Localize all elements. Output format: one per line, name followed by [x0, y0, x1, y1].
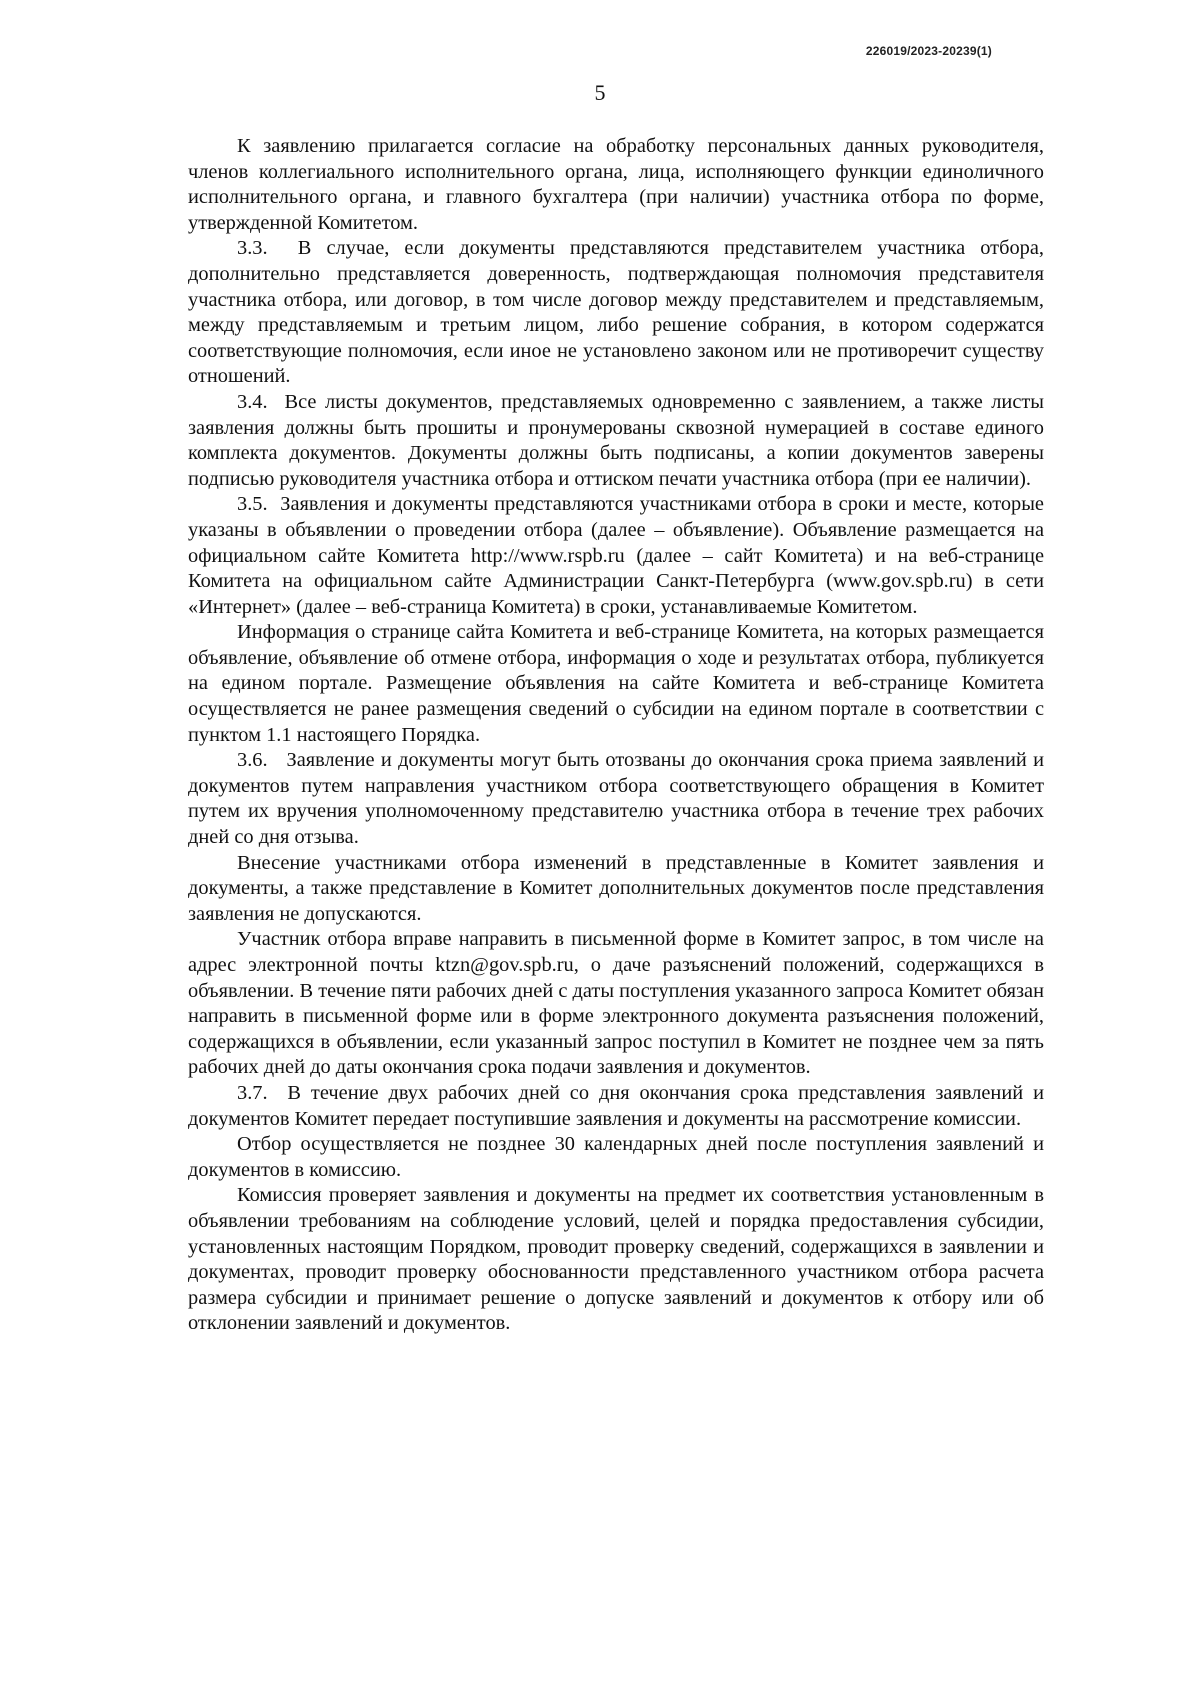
paragraph-commission	[188, 1183, 1044, 1337]
paragraph-text: Заявление и документы могут быть отозваны до окончания срока приема заявлений и документов путем направления участником отбора соответствующего обращения в Комитет путем их вручения уполномоченному представителю участника отбора в течение трех рабочих дней со дня отзыва.	[188, 749, 1044, 849]
paragraph-consent	[188, 134, 1044, 236]
paragraph-info-page	[188, 620, 1044, 748]
document-body	[188, 134, 1044, 1337]
paragraph-deadline	[188, 1132, 1044, 1183]
paragraph-text: Заявления и документы представляются участниками отбора в сроки и месте, которые указаны в объявлении о проведении отбора (далее – объявление). Объявление размещается на официальном сайте Комитета http://www.rspb.ru (далее – сайт Комитета) и на веб-странице Комитета на официальном сайте Администрации Санкт-Петербурга (www.gov.spb.ru) в сети «Интернет» (далее – веб-страница Комитета) в сроки, устанавливаемые Комитетом.	[188, 493, 1044, 618]
paragraph-text: В течение двух рабочих дней со дня окончания срока представления заявлений и документов Комитет передает поступившие заявления и документы на рассмотрение комиссии.	[188, 1081, 1044, 1130]
clause-number: 3.5.	[237, 493, 268, 516]
page-number: 5	[594, 80, 606, 105]
paragraph-text: Все листы документов, представляемых одновременно с заявлением, а также листы заявления должны быть прошиты и пронумерованы сквозной нумерацией в составе единого комплекта документов. Документы должны быть подписаны, а копии документов заверены подписью руководителя участника отбора и оттиском печати участника отбора (при ее наличии).	[188, 390, 1044, 490]
paragraph-3-4	[188, 390, 1044, 492]
paragraph-text: Отбор осуществляется не позднее 30 календарных дней после поступления заявлений и документов в комиссию.	[188, 1133, 1044, 1181]
paragraph-text: Участник отбора вправе направить в письменной форме в Комитет запрос, в том числе на адрес электронной почты ktzn@gov.spb.ru, о даче разъяснений положений, содержащихся в объявлении. В течение пяти рабочих дней с даты поступления указанного запроса Комитет обязан направить в письменной форме или в форме электронного документа разъяснения положений, содержащихся в объявлении, если указанный запрос поступил в Комитет не позднее чем за пять рабочих дней до даты окончания срока подачи заявления и документов.	[188, 928, 1044, 1079]
paragraph-3-3	[188, 236, 1044, 390]
clause-number: 3.4.	[237, 390, 268, 413]
paragraph-text: К заявлению прилагается согласие на обработку персональных данных руководителя, членов коллегиального исполнительного органа, лица, исполняющего функции единоличного исполнительного органа, и главного бухгалтера (при наличии) участника отбора по форме, утвержденной Комитетом.	[188, 135, 1044, 234]
paragraph-text: В случае, если документы представляются представителем участника отбора, дополнительно представляется доверенность, подтверждающая полномочия представителя участника отбора, или договор, в том числе договор между представителем и представляемым, между представляемым и третьим лицом, либо решение собрания, в котором содержатся соответствующие полномочия, если иное не установлено законом или не противоречит существу отношений.	[188, 237, 1044, 388]
clause-number: 3.7.	[237, 1081, 268, 1104]
clause-number: 3.6.	[237, 749, 268, 772]
paragraph-request	[188, 927, 1044, 1081]
paragraph-3-7	[188, 1081, 1044, 1132]
document-registration-number: 226019/2023-20239(1)	[865, 44, 992, 58]
paragraph-text: Комиссия проверяет заявления и документы на предмет их соответствия установленным в объявлении требованиям на соблюдение условий, целей и порядка предоставления субсидии, установленных настоящим Порядком, проводит проверку сведений, содержащихся в заявлении и документах, проводит проверку обоснованности представленного участником отбора расчета размера субсидии и принимает решение о допуске заявлений и документов к отбору или об отклонении заявлений и документов.	[188, 1184, 1044, 1335]
paragraph-3-6	[188, 748, 1044, 850]
paragraph-changes	[188, 851, 1044, 928]
clause-number: 3.3.	[237, 237, 268, 260]
paragraph-text: Внесение участниками отбора изменений в представленные в Комитет заявления и документы, а также представление в Комитет дополнительных документов после представления заявления не допускаются.	[188, 851, 1044, 925]
paragraph-3-5	[188, 492, 1044, 620]
paragraph-text: Информация о странице сайта Комитета и веб-странице Комитета, на которых размещается объявление, объявление об отмене отбора, информация о ходе и результатах отбора, публикуется на едином портале. Размещение объявления на сайте Комитета и веб-странице Комитета осуществляется не ранее размещения сведений о субсидии на едином портале в соответствии с пунктом 1.1 настоящего Порядка.	[188, 621, 1044, 746]
